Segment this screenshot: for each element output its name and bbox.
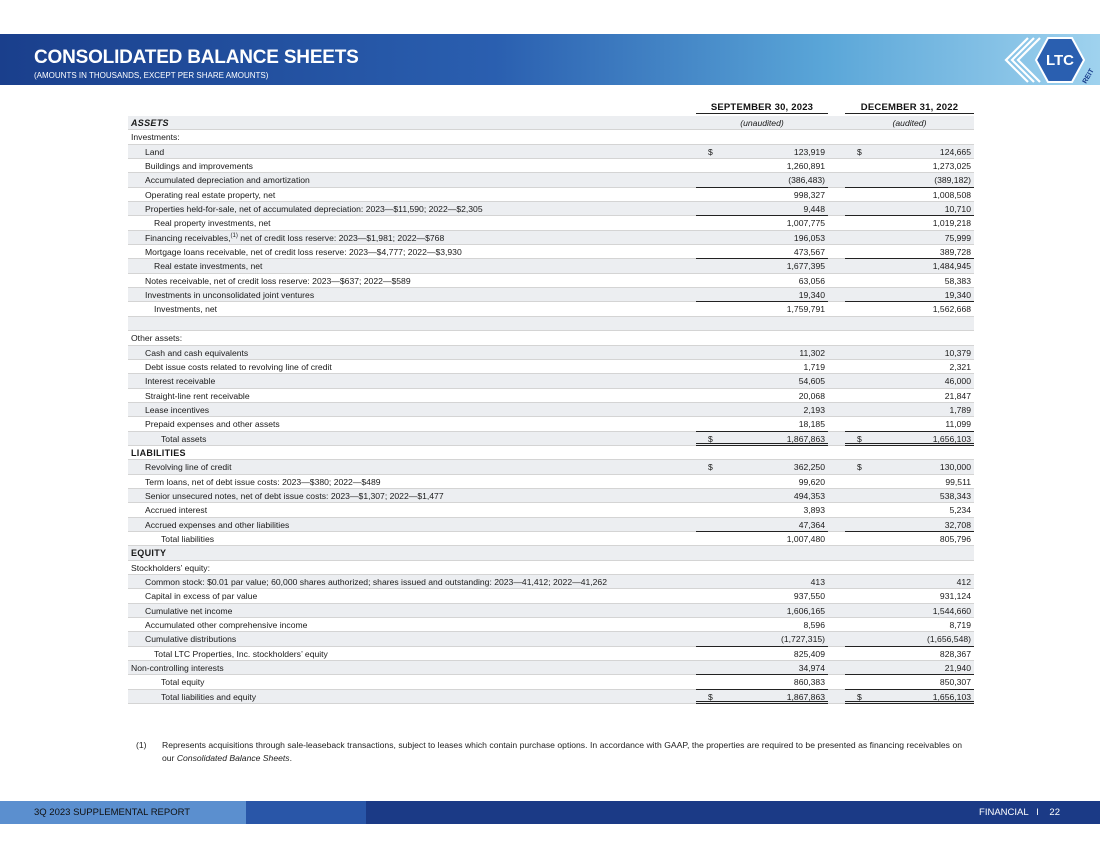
row-label: Prepaid expenses and other assets	[145, 419, 280, 430]
row-label: Properties held-for-sale, net of accumulated depreciation: 2023—$11,590; 2022—$2,305	[145, 204, 483, 215]
table-row	[128, 245, 974, 259]
value-sep-2023	[696, 346, 828, 360]
table-row	[128, 460, 974, 474]
page-footer	[0, 801, 1100, 824]
table-row	[128, 389, 974, 403]
value-dec-2022	[845, 575, 974, 589]
value-dec-2022	[845, 274, 974, 288]
row-label: Accrued interest	[145, 505, 208, 516]
amount: 494,353	[793, 490, 825, 501]
value-sep-2023	[696, 302, 828, 316]
currency-symbol: $	[708, 146, 713, 157]
amount: 413	[810, 577, 825, 587]
amount: 1,719	[803, 361, 825, 372]
row-label: Accumulated depreciation and amortization	[145, 175, 310, 186]
value-dec-2022	[845, 690, 974, 704]
row-label: Total liabilities	[161, 533, 215, 544]
footer-accent-block-2	[246, 801, 366, 824]
amount: 47,364	[798, 519, 825, 530]
footnote-text: Represents acquisitions through sale-leaseback transactions, subject to leases which contain purchase options. In accordance with GAAP, the properties are required to be presented as financing receivables on our Consolidated Balance Sheets.	[162, 740, 962, 763]
amount: 1,867,863	[786, 691, 825, 702]
table-row	[128, 518, 974, 532]
page-subtitle: (AMOUNTS IN THOUSANDS, EXCEPT PER SHARE AMOUNTS)	[34, 71, 269, 80]
value-dec-2022	[845, 346, 974, 360]
value-sep-2023	[696, 202, 828, 216]
value-dec-2022	[845, 202, 974, 216]
table-row	[128, 188, 974, 202]
table-row	[128, 675, 974, 689]
table-row	[128, 274, 974, 288]
amount: 1,007,480	[786, 533, 825, 544]
amount: 10,710	[944, 204, 971, 215]
amount: 196,053	[793, 232, 825, 243]
row-label: Total liabilities and equity	[161, 691, 257, 702]
value-sep-2023	[696, 417, 828, 431]
row-label: Cash and cash equivalents	[145, 347, 249, 358]
currency-symbol: $	[857, 462, 862, 473]
row-label: Stockholders’ equity:	[131, 562, 210, 573]
value-dec-2022	[845, 288, 974, 302]
amount: 389,728	[939, 247, 971, 258]
value-sep-2023	[696, 403, 828, 417]
currency-symbol: $	[708, 462, 713, 473]
value-sep-2023	[696, 231, 828, 245]
table-row	[128, 690, 974, 704]
svg-text:REIT: REIT	[1081, 67, 1096, 85]
svg-text:LTC: LTC	[1045, 52, 1075, 69]
table-row	[128, 575, 974, 589]
amount: 20,068	[798, 390, 825, 401]
value-sep-2023	[696, 675, 828, 689]
value-dec-2022	[845, 374, 974, 388]
amount: (389,182)	[934, 175, 971, 186]
amount: 412	[956, 577, 971, 587]
table-row	[128, 604, 974, 618]
table-row	[128, 403, 974, 417]
currency-symbol: $	[708, 433, 713, 444]
table-row	[128, 546, 974, 560]
table-row	[128, 475, 974, 489]
amount: 63,056	[798, 275, 825, 286]
value-sep-2023	[696, 489, 828, 503]
value-sep-2023	[696, 475, 828, 489]
value-sep-2023	[696, 116, 828, 130]
table-row	[128, 159, 974, 173]
row-label: EQUITY	[131, 548, 167, 559]
amount: 34,974	[798, 663, 825, 674]
value-sep-2023	[696, 389, 828, 403]
table-row	[128, 589, 974, 603]
ltc-reit-logo-icon	[998, 22, 1098, 102]
amount: 46,000	[944, 376, 971, 387]
row-label: Revolving line of credit	[145, 462, 232, 473]
amount: 1,677,395	[786, 261, 825, 272]
amount: 860,383	[793, 677, 825, 688]
row-label: Investments, net	[154, 304, 218, 315]
amount: 538,343	[939, 490, 971, 501]
amount: 2,193	[803, 404, 825, 415]
amount: (386,483)	[788, 175, 825, 186]
table-row	[128, 116, 974, 130]
value-sep-2023	[696, 575, 828, 589]
row-label: Debt issue costs related to revolving line of credit	[145, 361, 332, 372]
amount: 1,562,668	[932, 304, 971, 315]
amount: 937,550	[793, 591, 825, 602]
row-label: Land	[145, 146, 165, 157]
table-row	[128, 417, 974, 431]
amount: (1,727,315)	[781, 634, 825, 645]
value-sep-2023	[696, 432, 828, 446]
row-label: Real property investments, net	[154, 218, 271, 229]
row-label: Financing receivables,$^{(1)}$ net of credit loss reserve: 2023—$1,981; 2022—$768	[145, 232, 445, 243]
amount: 130,000	[939, 462, 971, 473]
table-row	[128, 432, 974, 446]
value-sep-2023	[696, 647, 828, 661]
amount: 9,448	[803, 204, 825, 215]
row-label: Accumulated other comprehensive income	[145, 620, 308, 631]
row-label: Total equity	[161, 677, 205, 688]
table-row	[128, 302, 974, 316]
row-label: Cumulative distributions	[145, 634, 237, 645]
page-title: CONSOLIDATED BALANCE SHEETS	[34, 47, 359, 68]
value-dec-2022	[845, 460, 974, 474]
amount: 5,234	[949, 505, 971, 516]
value-sep-2023	[696, 274, 828, 288]
value-dec-2022	[845, 360, 974, 374]
value-dec-2022	[845, 188, 974, 202]
value-dec-2022	[845, 145, 974, 159]
amount: 99,620	[798, 476, 825, 487]
row-label: Investments in unconsolidated joint ventures	[145, 290, 315, 301]
footer-report-name: 3Q 2023 SUPPLEMENTAL REPORT	[34, 807, 191, 818]
amount: 825,409	[793, 648, 825, 659]
balance-sheet-table	[128, 102, 974, 704]
header-banner	[0, 34, 1100, 85]
amount: (1,656,548)	[927, 634, 971, 645]
amount: 58,383	[944, 275, 971, 286]
currency-symbol: $	[857, 433, 862, 444]
table-row	[128, 489, 974, 503]
row-label: Cumulative net income	[145, 605, 233, 616]
table-row	[128, 259, 974, 273]
value-dec-2022	[845, 389, 974, 403]
table-row	[128, 360, 974, 374]
value-sep-2023	[696, 503, 828, 517]
amount: 362,250	[793, 462, 825, 473]
value-dec-2022	[845, 302, 974, 316]
table-row	[128, 618, 974, 632]
row-label: LIABILITIES	[131, 447, 186, 458]
amount: 21,940	[944, 663, 971, 674]
row-label: Investments:	[131, 132, 180, 143]
value-dec-2022	[845, 518, 974, 532]
value-dec-2022	[845, 589, 974, 603]
row-label: Accrued expenses and other liabilities	[145, 519, 290, 530]
row-label: Buildings and improvements	[145, 161, 253, 172]
amount: 19,340	[798, 290, 825, 301]
amount: 1,273,025	[932, 161, 971, 172]
value-dec-2022	[845, 432, 974, 446]
amount: (unaudited)	[740, 118, 784, 128]
amount: 21,847	[944, 390, 971, 401]
value-sep-2023	[696, 360, 828, 374]
amount: 1,008,508	[932, 189, 971, 200]
amount: 1,260,891	[786, 161, 825, 172]
amount: 18,185	[798, 419, 825, 430]
value-dec-2022	[845, 661, 974, 675]
amount: 54,605	[798, 376, 825, 387]
table-row	[128, 317, 974, 331]
amount: 1,867,863	[786, 433, 825, 444]
amount: 473,567	[793, 247, 825, 258]
amount: 1,484,945	[932, 261, 971, 272]
amount: 8,596	[803, 620, 825, 631]
value-dec-2022	[845, 647, 974, 661]
row-label: Lease incentives	[145, 404, 210, 415]
table-row	[128, 288, 974, 302]
column-header-sep-2023: SEPTEMBER 30, 2023	[696, 102, 828, 114]
footer-section-page: FINANCIAL I 22	[979, 807, 1060, 818]
currency-symbol: $	[857, 691, 862, 702]
amount: 124,665	[939, 146, 971, 157]
amount: 828,367	[939, 648, 971, 659]
row-label: Total assets	[161, 433, 207, 444]
row-label: Straight-line rent receivable	[145, 390, 250, 401]
row-label: Term loans, net of debt issue costs: 2023—$380; 2022—$489	[145, 476, 381, 487]
amount: (audited)	[892, 118, 927, 128]
value-sep-2023	[696, 589, 828, 603]
value-sep-2023	[696, 245, 828, 259]
row-label: Common stock: $0.01 par value; 60,000 shares authorized; shares issued and outstanding: 2023—41,412; 2022—41,262	[145, 577, 607, 587]
row-label: Real estate investments, net	[154, 261, 263, 272]
value-dec-2022	[845, 475, 974, 489]
table-row	[128, 647, 974, 661]
value-dec-2022	[845, 259, 974, 273]
amount: 931,124	[939, 591, 971, 602]
value-sep-2023	[696, 518, 828, 532]
table-row	[128, 173, 974, 187]
value-sep-2023	[696, 532, 828, 546]
value-dec-2022	[845, 503, 974, 517]
value-sep-2023	[696, 159, 828, 173]
value-dec-2022	[845, 173, 974, 187]
row-label: ASSETS	[131, 118, 169, 128]
value-dec-2022	[845, 216, 974, 230]
table-row	[128, 231, 974, 245]
currency-symbol: $	[708, 691, 713, 702]
table-row	[128, 446, 974, 460]
value-dec-2022	[845, 245, 974, 259]
amount: 998,327	[793, 189, 825, 200]
amount: 1,606,165	[786, 605, 825, 616]
amount: 850,307	[939, 677, 971, 688]
value-sep-2023	[696, 188, 828, 202]
amount: 1,019,218	[932, 218, 971, 229]
value-sep-2023	[696, 690, 828, 704]
value-sep-2023	[696, 216, 828, 230]
amount: 2,321	[949, 361, 971, 372]
amount: 19,340	[944, 290, 971, 301]
value-dec-2022	[845, 159, 974, 173]
row-label: Total LTC Properties, Inc. stockholders’ equity	[154, 648, 328, 659]
amount: 11,302	[799, 347, 825, 358]
table-row	[128, 632, 974, 646]
amount: 1,656,103	[932, 691, 971, 702]
table-row	[128, 331, 974, 345]
value-sep-2023	[696, 145, 828, 159]
table-row	[128, 202, 974, 216]
table-row	[128, 561, 974, 575]
table-row	[128, 661, 974, 675]
value-dec-2022	[845, 604, 974, 618]
currency-symbol: $	[857, 146, 862, 157]
table-row	[128, 503, 974, 517]
row-label: Notes receivable, net of credit loss reserve: 2023—$637; 2022—$589	[145, 275, 411, 286]
amount: 8,719	[949, 620, 971, 631]
amount: 1,656,103	[932, 433, 971, 444]
row-label: Capital in excess of par value	[145, 591, 258, 602]
row-label: Operating real estate property, net	[145, 189, 276, 200]
table-row	[128, 532, 974, 546]
value-dec-2022	[845, 489, 974, 503]
value-dec-2022	[845, 403, 974, 417]
amount: 32,708	[944, 519, 971, 530]
table-row	[128, 145, 974, 159]
amount: 1,544,660	[932, 605, 971, 616]
value-sep-2023	[696, 618, 828, 632]
amount: 1,007,775	[786, 218, 825, 229]
value-sep-2023	[696, 288, 828, 302]
amount: 99,511	[945, 476, 971, 487]
value-sep-2023	[696, 604, 828, 618]
value-sep-2023	[696, 173, 828, 187]
value-dec-2022	[845, 675, 974, 689]
amount: 805,796	[939, 533, 971, 544]
table-row	[128, 216, 974, 230]
value-sep-2023	[696, 460, 828, 474]
amount: 11,099	[945, 419, 971, 430]
value-dec-2022	[845, 231, 974, 245]
value-sep-2023	[696, 632, 828, 646]
row-label: Non-controlling interests	[131, 663, 224, 674]
row-label: Other assets:	[131, 333, 183, 344]
table-header	[128, 102, 974, 116]
value-dec-2022	[845, 532, 974, 546]
amount: 1,759,791	[786, 304, 825, 315]
value-sep-2023	[696, 661, 828, 675]
table-row	[128, 130, 974, 144]
amount: 10,379	[944, 347, 971, 358]
amount: 1,789	[949, 404, 971, 415]
value-dec-2022	[845, 632, 974, 646]
amount: 123,919	[793, 146, 825, 157]
amount: 75,999	[944, 232, 971, 243]
value-sep-2023	[696, 259, 828, 273]
amount: 3,893	[803, 505, 825, 516]
row-label: Interest receivable	[145, 376, 216, 387]
table-row	[128, 374, 974, 388]
value-dec-2022	[845, 618, 974, 632]
table-row	[128, 346, 974, 360]
row-label: Mortgage loans receivable, net of credit loss reserve: 2023—$4,777; 2022—$3,930	[145, 247, 462, 258]
value-dec-2022	[845, 116, 974, 130]
row-label: Senior unsecured notes, net of debt issue costs: 2023—$1,307; 2022—$1,477	[145, 490, 444, 501]
value-sep-2023	[696, 374, 828, 388]
footnote-number: (1)	[136, 740, 147, 750]
value-dec-2022	[845, 417, 974, 431]
column-header-dec-2022: DECEMBER 31, 2022	[845, 102, 974, 114]
